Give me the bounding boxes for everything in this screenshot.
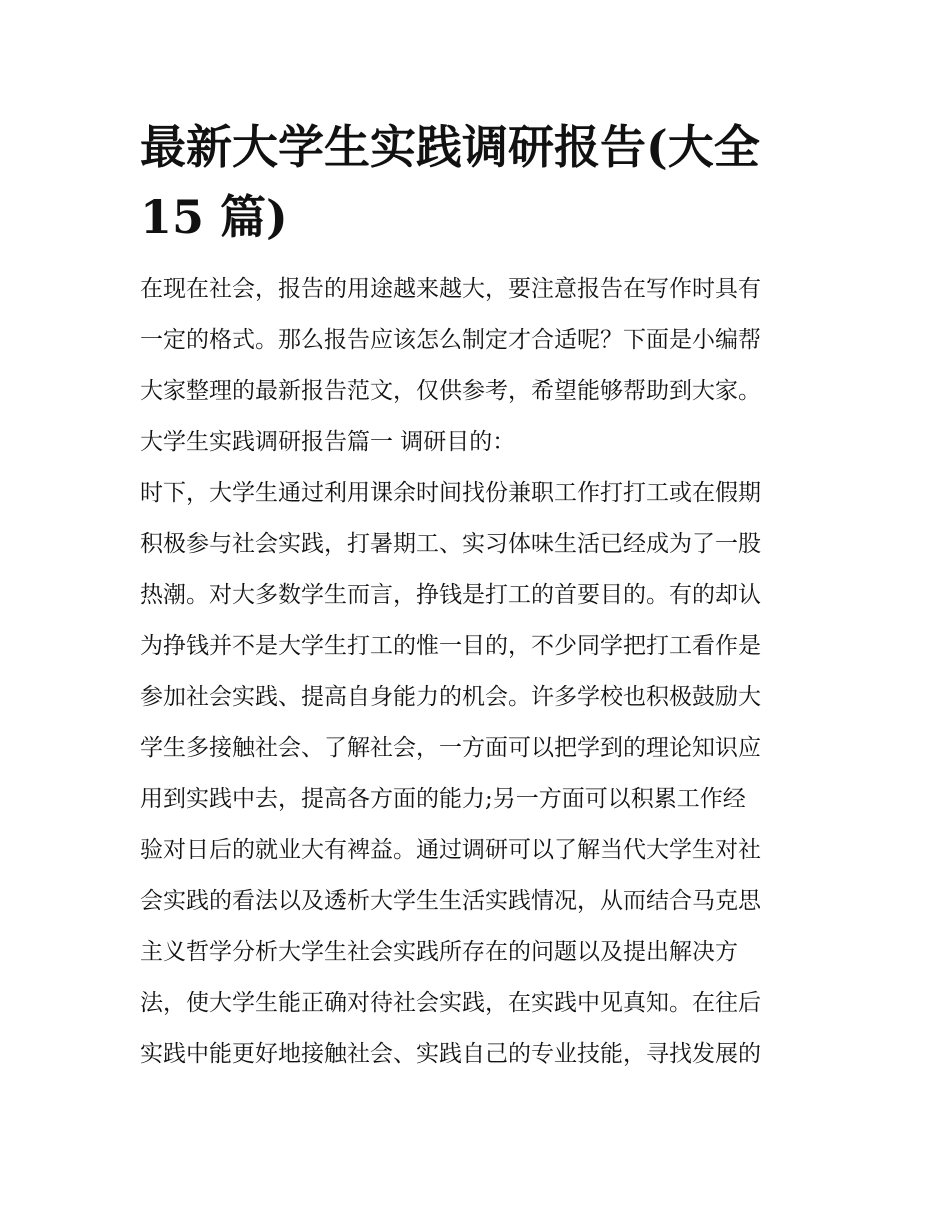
body-line: 验对日后的就业大有裨益。通过调研可以了解当代大学生对社 [140,837,761,863]
body-line: 大家整理的最新报告范文，仅供参考，希望能够帮助到大家。 [140,378,761,404]
body-line: 主义哲学分析大学生社会实践所存在的问题以及提出解决方 [140,939,738,965]
body-line: 法，使大学生能正确对待社会实践，在实践中见真知。在往后 [140,990,761,1016]
body-line: 会实践的看法以及透析大学生生活实践情况，从而结合马克思 [140,888,761,914]
body-line: 学生多接触社会、了解社会，一方面可以把学到的理论知识应 [140,735,761,761]
document-title [140,112,815,252]
body-line: 参加社会实践、提高自身能力的机会。许多学校也积极鼓励大 [140,684,761,710]
body-line: 一定的格式。那么报告应该怎么制定才合适呢？下面是小编帮 [140,327,761,353]
body-line: 用到实践中去，提高各方面的能力;另一方面可以积累工作经 [140,786,746,812]
document-content [140,112,815,1080]
section-heading-line: 大学生实践调研报告篇一 调研目的： [140,429,516,455]
body-line: 时下，大学生通过利用课余时间找份兼职工作打打工或在假期 [140,480,761,506]
body-line: 为挣钱并不是大学生打工的惟一目的，不少同学把打工看作是 [140,633,761,659]
title-line-2: 15 篇) [140,190,288,244]
body-line: 实践中能更好地接触社会、实践自己的专业技能，寻找发展的 [140,1041,761,1067]
title-line-1: 最新大学生实践调研报告(大全 [140,120,760,174]
body-line: 积极参与社会实践，打暑期工、实习体味生活已经成为了一股 [140,531,761,557]
body-line: 热潮。对大多数学生而言，挣钱是打工的首要目的。有的却认 [140,582,761,608]
document-body [140,264,815,1080]
body-line: 在现在社会，报告的用途越来越大，要注意报告在写作时具有 [140,276,761,302]
